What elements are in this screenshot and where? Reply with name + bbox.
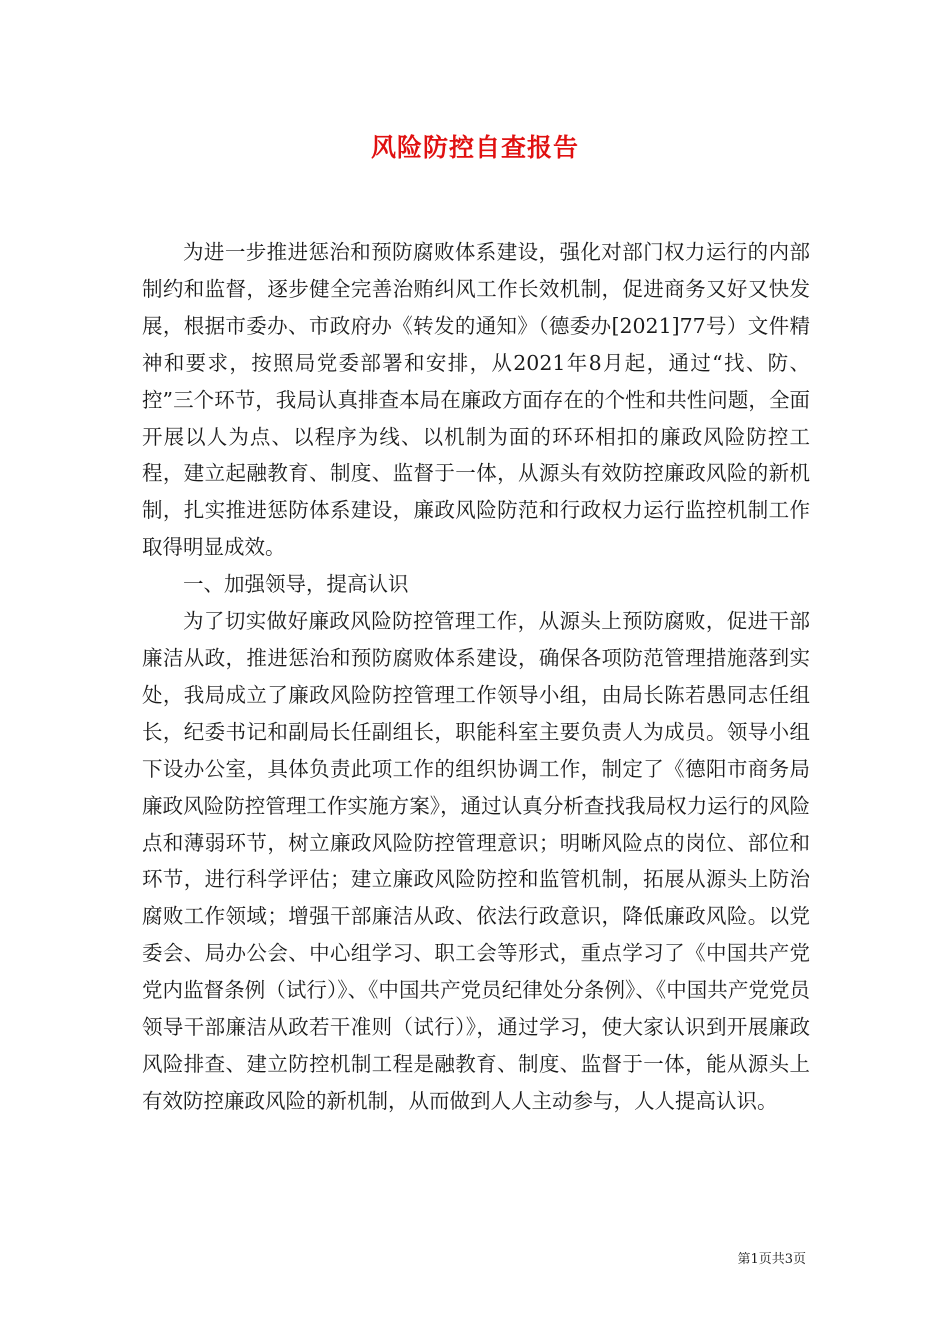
intro-paragraph: 为进一步推进惩治和预防腐败体系建设，强化对部门权力运行的内部制约和监督，逐步健全完善治贿纠风工作长效机制，促进商务又好又快发展，根据市委办、市政府办《转发的通知》（德委办[2021]77号）文件精神和要求，按照局党委部署和安排，从2021年8月起，通过“找、防、控”三个环节，我局认真排查本局在廉政方面存在的个性和共性问题，全面开展以人为点、以程序为线、以机制为面的环环相扣的廉政风险防控工程，建立起融教育、制度、监督于一体，从源头有效防控廉政风险的新机制，扎实推进惩防体系建设，廉政风险防范和行政权力运行监控机制工作取得明显成效。 (142, 240, 810, 560)
section-paragraph: 为了切实做好廉政风险防控管理工作，从源头上预防腐败，促进干部廉洁从政，推进惩治和预防腐败体系建设，确保各项防范管理措施落到实处，我局成立了廉政风险防控管理工作领导小组，由局长陈若愚同志任组长，纪委书记和副局长任副组长，职能科室主要负责人为成员。领导小组下设办公室，具体负责此项工作的组织协调工作，制定了《德阳市商务局廉政风险防控管理工作实施方案》，通过认真分析查找我局权力运行的风险点和薄弱环节，树立廉政风险防控管理意识；明晰风险点的岗位、部位和环节，进行科学评估；建立廉政风险防控和监管机制，拓展从源头上防治腐败工作领域；增强干部廉洁从政、依法行政意识，降低廉政风险。以党委会、局办公会、中心组学习、职工会等形式，重点学习了《中国共产党党内监督条例（试行）》、《中国共产党员纪律处分条例》、《中国共产党党员领导干部廉洁从政若干准则（试行）》，通过学习，使大家认识到开展廉政风险排查、建立防控机制工程是融教育、制度、监督于一体，能从源头上有效防控廉政风险的新机制，从而做到人人主动参与，人人提高认识。 (142, 609, 810, 1113)
page-number: 第1页共3页 (737, 1252, 806, 1267)
document-body (142, 234, 810, 1120)
document-title: 风险防控自查报告 (370, 133, 579, 162)
section-heading: 一、加强领导，提高认识 (183, 572, 409, 597)
